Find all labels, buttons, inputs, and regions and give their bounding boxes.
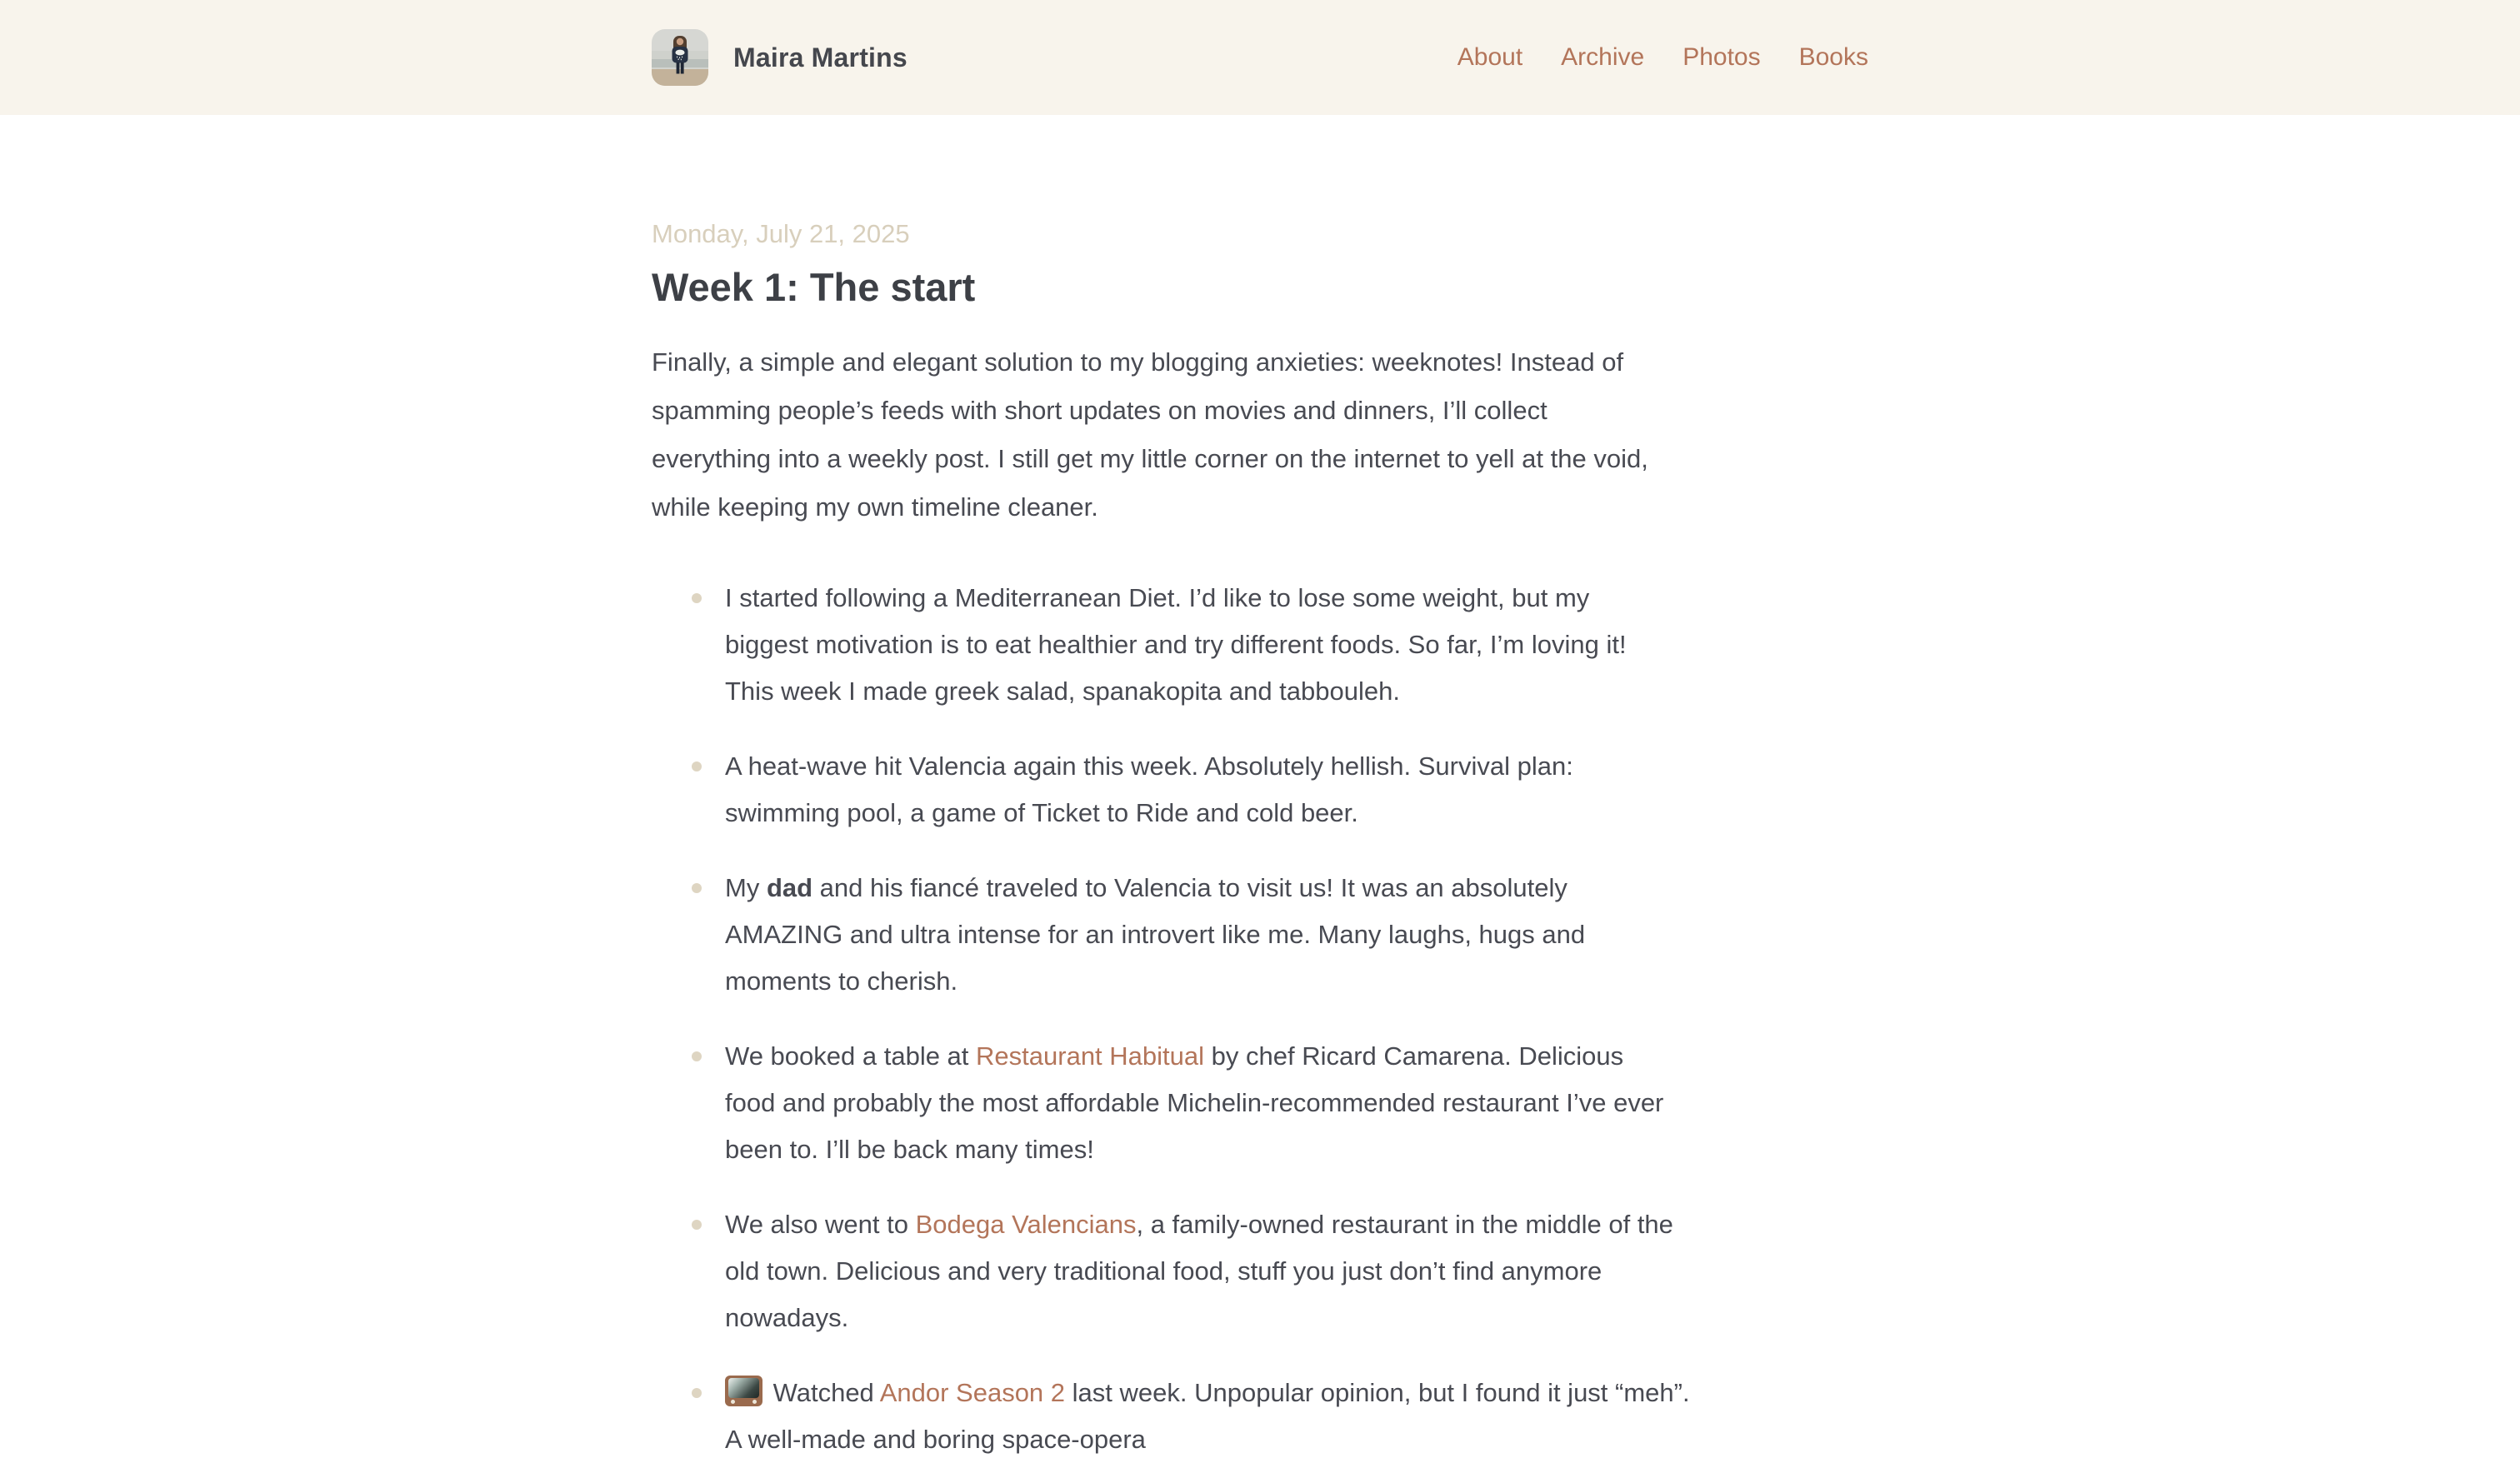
header-container — [652, 29, 1868, 86]
inline-link[interactable]: Bodega Valencians — [915, 1210, 1137, 1239]
text-line: AMAZING and ultra intense for an introvert like me. Many laughs, hugs and — [725, 920, 1586, 949]
list-item — [725, 1201, 1868, 1341]
text-line: food and probably the most affordable Michelin-recommended restaurant I’ve ever — [725, 1088, 1664, 1117]
nav-link-archive[interactable]: Archive — [1561, 43, 1645, 71]
post-bullet-list — [652, 575, 1868, 1463]
nav-link-photos[interactable]: Photos — [1682, 43, 1761, 71]
text-line: spamming people’s feeds with short updates on movies and dinners, I’ll collect — [652, 396, 1548, 425]
site-name: Maira Martins — [733, 42, 908, 72]
text-line: My dad and his fiancé traveled to Valencia to visit us! It was an absolutely — [725, 873, 1568, 902]
post-page — [0, 218, 2520, 1463]
text-line: Watched Andor Season 2 last week. Unpopular opinion, but I found it just “meh”. — [725, 1370, 1868, 1416]
list-item — [725, 575, 1868, 715]
post-title: Week 1: The start — [652, 265, 976, 309]
main-nav — [1458, 43, 1868, 72]
list-item — [725, 865, 1868, 1005]
tv-emoji-icon — [725, 1376, 762, 1406]
text-line: This week I made greek salad, spanakopita and tabbouleh. — [725, 677, 1400, 706]
text-line: while keeping my own timeline cleaner. — [652, 492, 1098, 522]
text-line: A heat-wave hit Valencia again this week. Absolutely hellish. Survival plan: — [725, 751, 1573, 781]
avatar-photo — [652, 29, 708, 86]
inline-link[interactable]: Restaurant Habitual — [976, 1041, 1205, 1071]
bold-text: dad — [766, 873, 813, 902]
post-article — [652, 218, 1868, 1463]
list-item — [725, 1033, 1868, 1173]
text-line: We also went to Bodega Valencians, a family-owned restaurant in the middle of the — [725, 1210, 1673, 1239]
site-header — [0, 0, 2520, 115]
inline-link[interactable]: Andor Season 2 — [879, 1378, 1066, 1407]
text-line: swimming pool, a game of Ticket to Ride and cold beer. — [725, 798, 1358, 827]
nav-link-about[interactable]: About — [1457, 43, 1523, 71]
text-line: Finally, a simple and elegant solution to my blogging anxieties: weeknotes! Instead of — [652, 347, 1624, 377]
avatar — [652, 29, 708, 86]
post-date: Monday, July 21, 2025 — [652, 219, 910, 248]
text-line: A well-made and boring space-opera — [725, 1425, 1146, 1454]
list-item — [725, 743, 1868, 836]
site-home-link[interactable] — [652, 29, 908, 86]
text-line: nowadays. — [725, 1303, 849, 1332]
list-item — [725, 1370, 1868, 1463]
nav-link-books[interactable]: Books — [1798, 43, 1868, 71]
text-line: old town. Delicious and very traditional food, stuff you just don’t find anymore — [725, 1256, 1602, 1286]
text-line: been to. I’ll be back many times! — [725, 1135, 1094, 1164]
text-line: I started following a Mediterranean Diet. I’d like to lose some weight, but my — [725, 583, 1590, 612]
text-line: moments to cherish. — [725, 966, 958, 996]
text-line: biggest motivation is to eat healthier and try different foods. So far, I’m loving it! — [725, 630, 1627, 659]
text-line: everything into a weekly post. I still get my little corner on the internet to yell at the void, — [652, 444, 1648, 473]
text-line: We booked a table at Restaurant Habitual by chef Ricard Camarena. Delicious — [725, 1041, 1624, 1071]
post-intro — [652, 338, 1868, 532]
